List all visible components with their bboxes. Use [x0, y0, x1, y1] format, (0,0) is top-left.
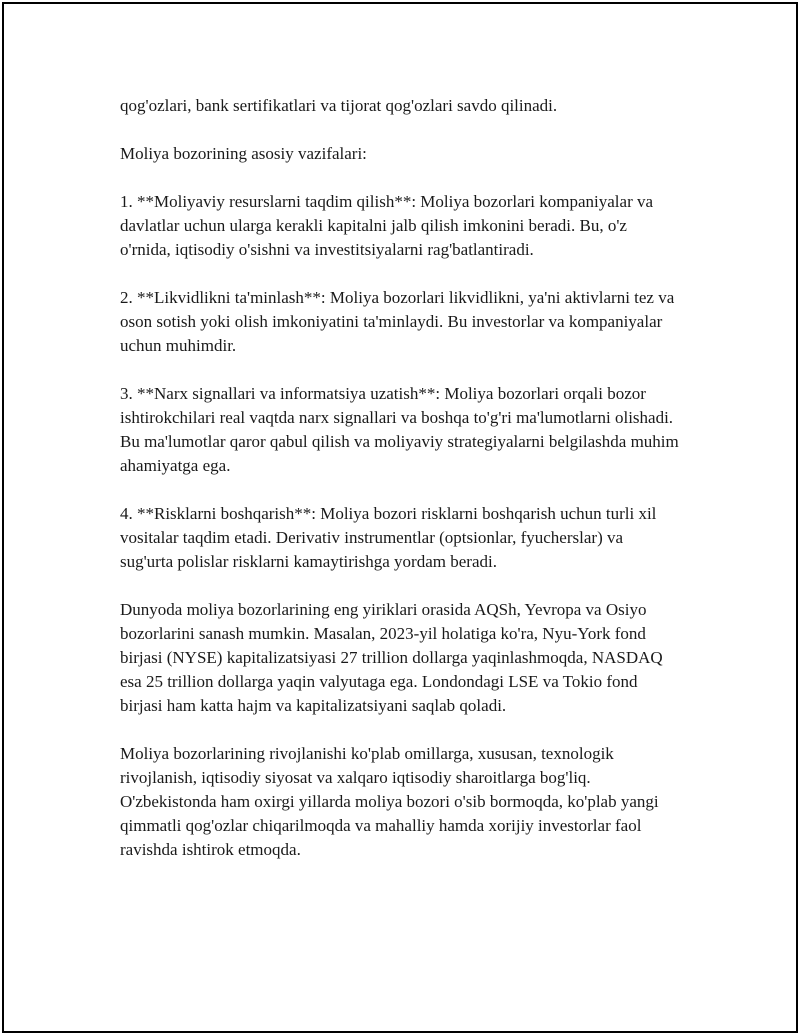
paragraph-functions-heading: Moliya bozorining asosiy vazifalari: [120, 144, 367, 163]
paragraph-function-2: 2. **Likvidlikni ta'minlash**: Moliya bozorlari likvidlikni, ya'ni aktivlarni tez va oson sotish yoki olish imkoniyatini ta'minlaydi. Bu investorlar va kompaniyalar uchun muhimdir. [120, 288, 675, 355]
paragraph-function-4: 4. **Risklarni boshqarish**: Moliya bozori risklarni boshqarish uchun turli xil vositalar taqdim etadi. Derivativ instrumentlar (optsionlar, fyucherslar) va sug'urta polislar risklarni kamaytirishga yordam beradi. [120, 504, 657, 571]
paragraph-function-3: 3. **Narx signallari va informatsiya uzatish**: Moliya bozorlari orqali bozor ishtirokchilari real vaqtda narx signallari va boshqa to'g'ri ma'lumotlarni olishadi. Bu ma'lumotlar qaror qabul qilish va moliyaviy strategiyalarni belgilashda muhim ahamiyatga ega. [120, 384, 679, 475]
document-body [120, 94, 680, 862]
paragraph-function-1: 1. **Moliyaviy resurslarni taqdim qilish**: Moliya bozorlari kompaniyalar va davlatlar uchun ularga kerakli kapitalni jalb qilish imkonini beradi. Bu, o'z o'rnida, iqtisodiy o'sishni va investitsiyalarni rag'batlantiradi. [120, 192, 654, 259]
paragraph-development: Moliya bozorlarining rivojlanishi ko'plab omillarga, xususan, texnologik rivojlanish, iqtisodiy siyosat va xalqaro iqtisodiy sharoitlarga bog'liq. O'zbekistonda ham oxirgi yillarda moliya bozori o'sib bormoqda, ko'plab yangi qimmatli qog'ozlar chiqarilmoqda va mahalliy hamda xorijiy investorlar faol ravishda ishtirok etmoqda. [120, 744, 659, 859]
paragraph-world-markets: Dunyoda moliya bozorlarining eng yiriklari orasida AQSh, Yevropa va Osiyo bozorlarini sanash mumkin. Masalan, 2023-yil holatiga ko'ra, Nyu-York fond birjasi (NYSE) kapitalizatsiyasi 27 trillion dollarga yaqinlashmoqda, NASDAQ esa 25 trillion dollarga yaqin valyutaga ega. Londondagi LSE va Tokio fond birjasi ham katta hajm va kapitalizatsiyani saqlab qoladi. [120, 600, 663, 715]
paragraph-intro-continuation: qog'ozlari, bank sertifikatlari va tijorat qog'ozlari savdo qilinadi. [120, 96, 558, 115]
page-frame [2, 2, 798, 1033]
